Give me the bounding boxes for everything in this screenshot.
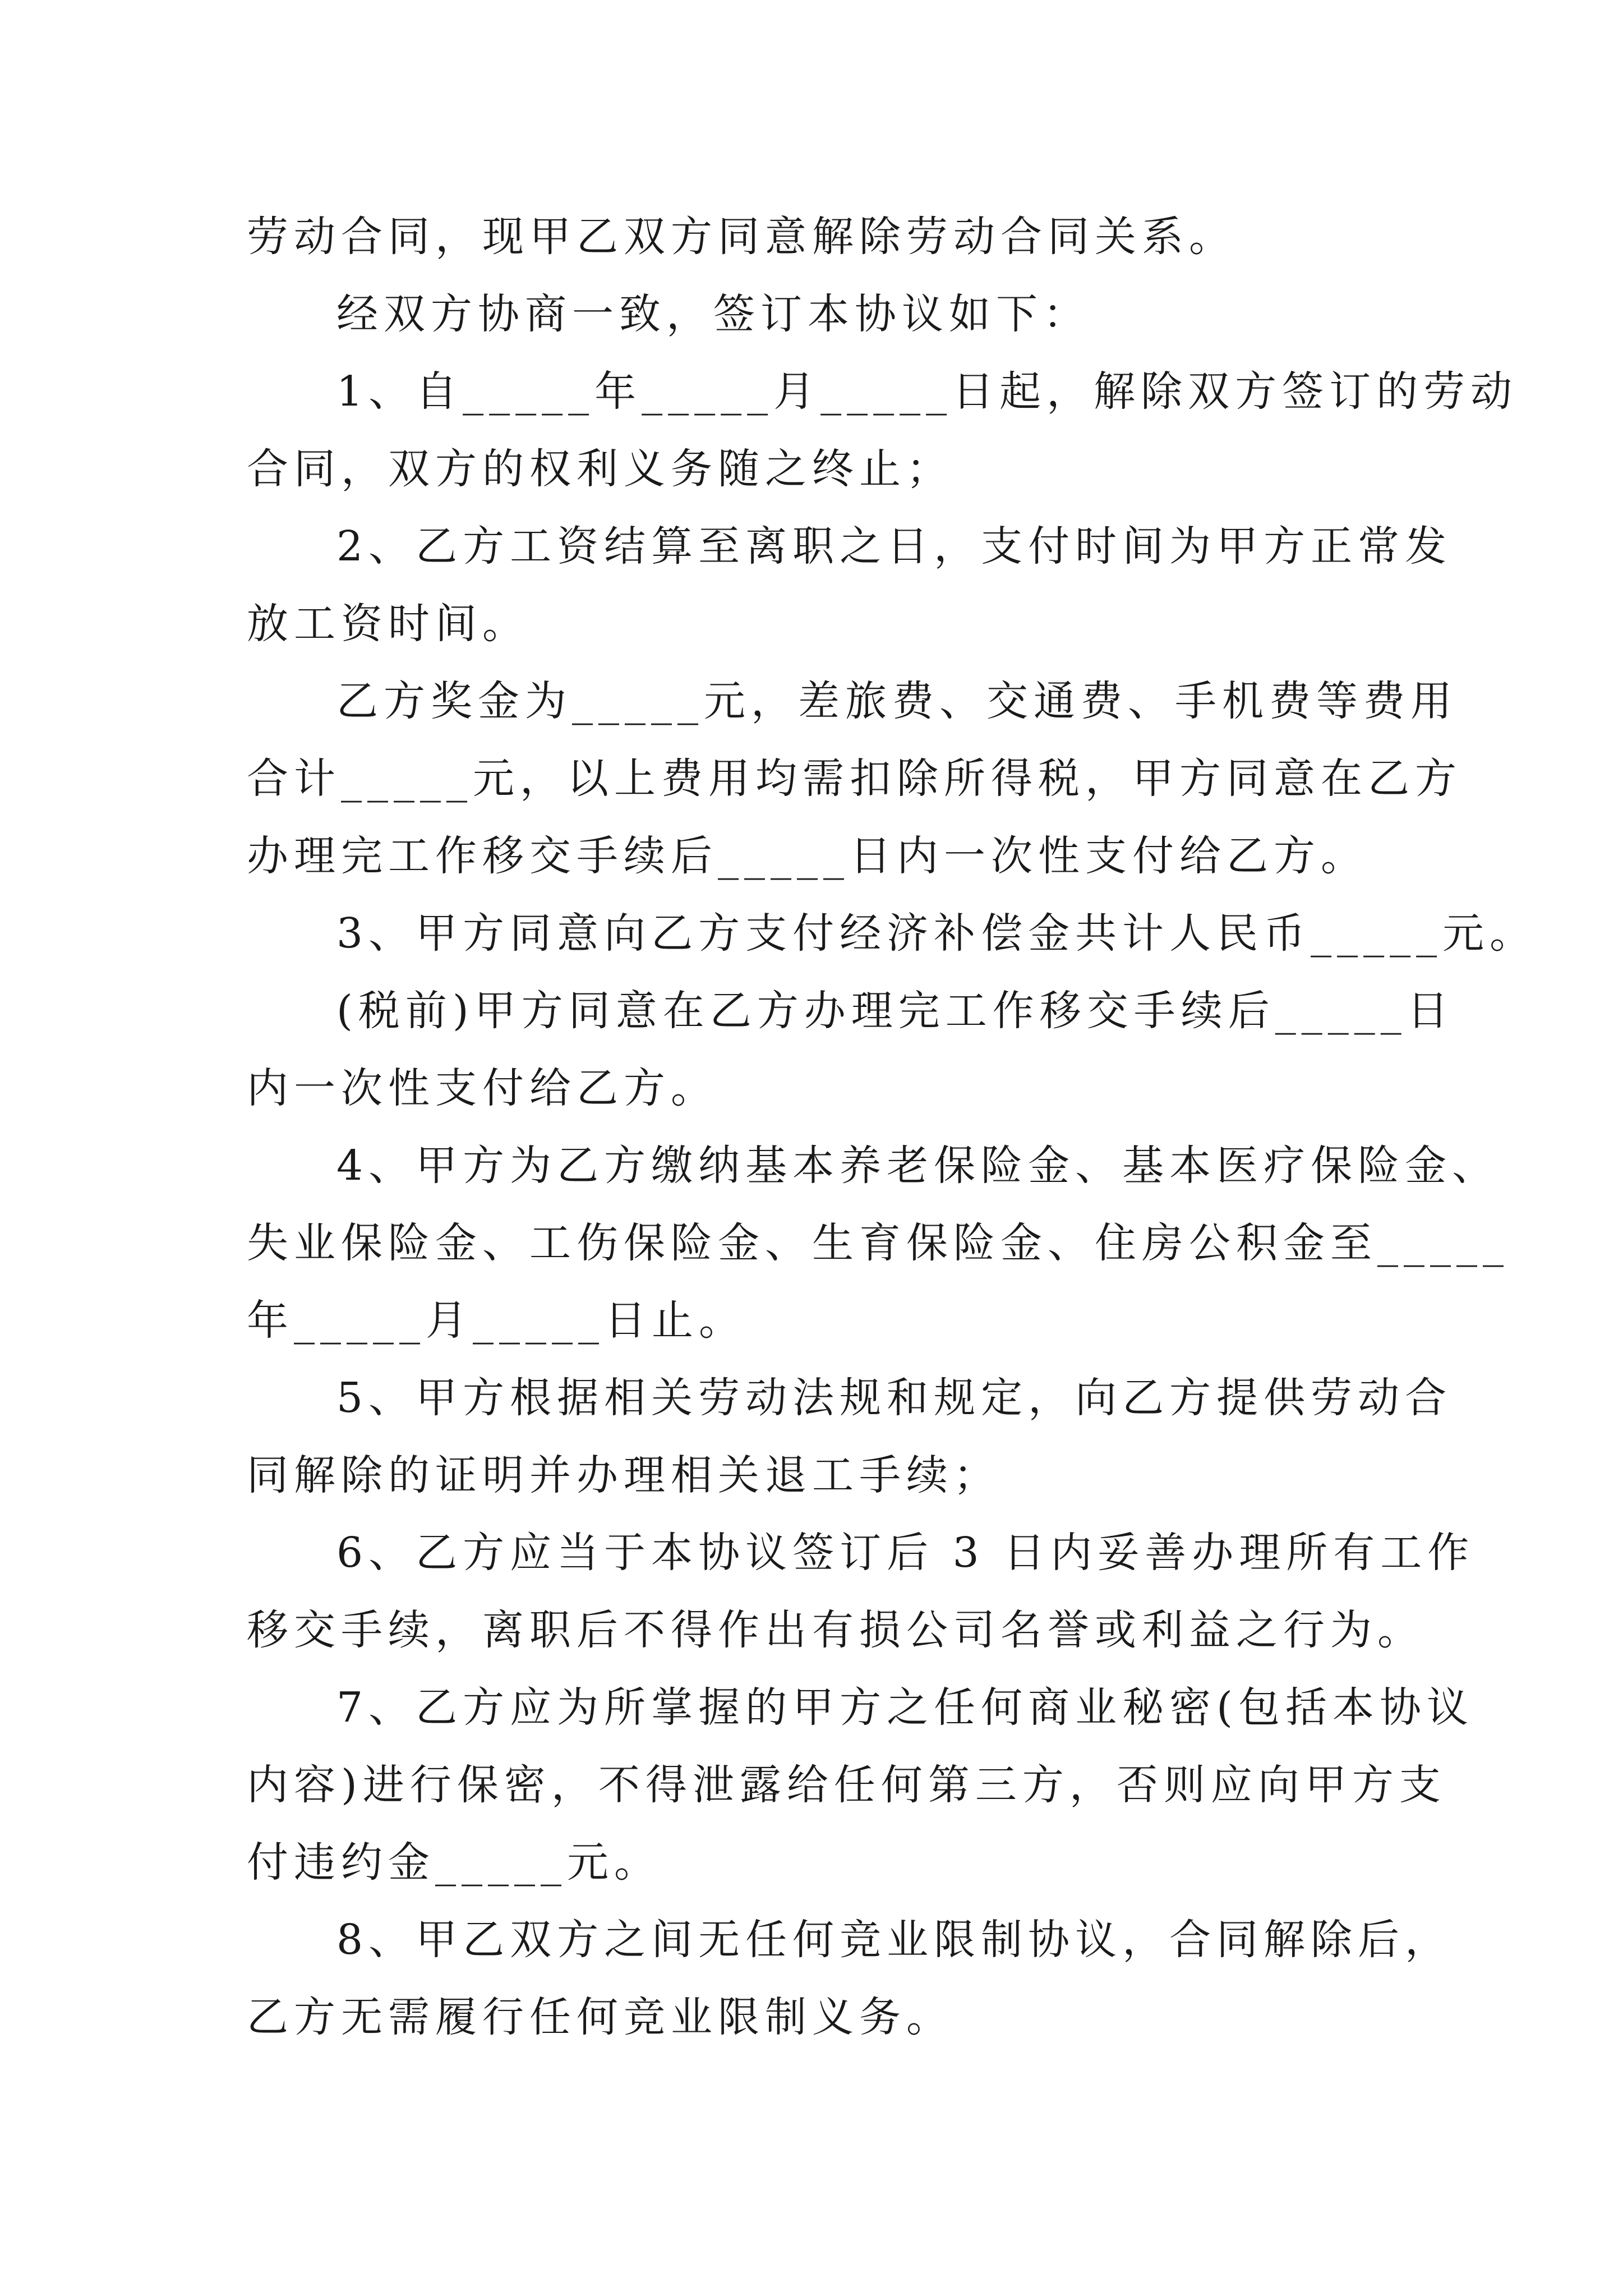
text-line-7: 乙方奖金为_____元，差旅费、交通费、手机费等费用 [336, 677, 1458, 725]
text-line-16: 5、甲方根据相关劳动法规和规定，向乙方提供劳动合 [336, 1374, 1453, 1422]
text-line-3: 1、自_____年_____月_____日起，解除双方签订的劳动 [336, 367, 1518, 416]
text-line-22: 付违约金_____元。 [247, 1838, 661, 1887]
text-line-6: 放工资时间。 [247, 600, 529, 648]
text-line-12: 内一次性支付给乙方。 [247, 1064, 718, 1112]
text-line-13: 4、甲方为乙方缴纳基本养老保险金、基本医疗保险金、 [336, 1142, 1500, 1190]
text-line-9: 办理完工作移交手续后_____日内一次性支付给乙方。 [247, 832, 1368, 880]
text-line-24: 乙方无需履行任何竞业限制义务。 [247, 1993, 953, 2041]
text-line-8: 合计_____元，以上费用均需扣除所得税，甲方同意在乙方 [247, 754, 1462, 803]
text-line-2: 经双方协商一致，签订本协议如下： [336, 290, 1090, 338]
text-line-10: 3、甲方同意向乙方支付经济补偿金共计人民币_____元。 [336, 909, 1537, 958]
text-line-11: (税前)甲方同意在乙方办理完工作移交手续后_____日 [336, 987, 1454, 1035]
text-line-17: 同解除的证明并办理相关退工手续； [247, 1451, 1000, 1499]
text-line-20: 7、乙方应为所掌握的甲方之任何商业秘密(包括本协议 [336, 1683, 1474, 1732]
text-line-1: 劳动合同，现甲乙双方同意解除劳动合同关系。 [247, 213, 1236, 261]
text-line-23: 8、甲乙双方之间无任何竞业限制协议，合同解除后， [336, 1916, 1453, 1964]
text-line-5: 2、乙方工资结算至离职之日，支付时间为甲方正常发 [336, 522, 1453, 570]
text-line-18: 6、乙方应当于本协议签订后 3 日内妥善办理所有工作 [336, 1529, 1475, 1577]
text-line-15: 年_____月_____日止。 [247, 1296, 746, 1345]
text-line-21: 内容)进行保密，不得泄露给任何第三方，否则应向甲方支 [247, 1761, 1446, 1809]
text-line-14: 失业保险金、工伤保险金、生育保险金、住房公积金至_____ [247, 1219, 1509, 1267]
text-line-19: 移交手续，离职后不得作出有损公司名誉或利益之行为。 [247, 1606, 1424, 1654]
text-line-4: 合同，双方的权利义务随之终止； [247, 445, 953, 493]
